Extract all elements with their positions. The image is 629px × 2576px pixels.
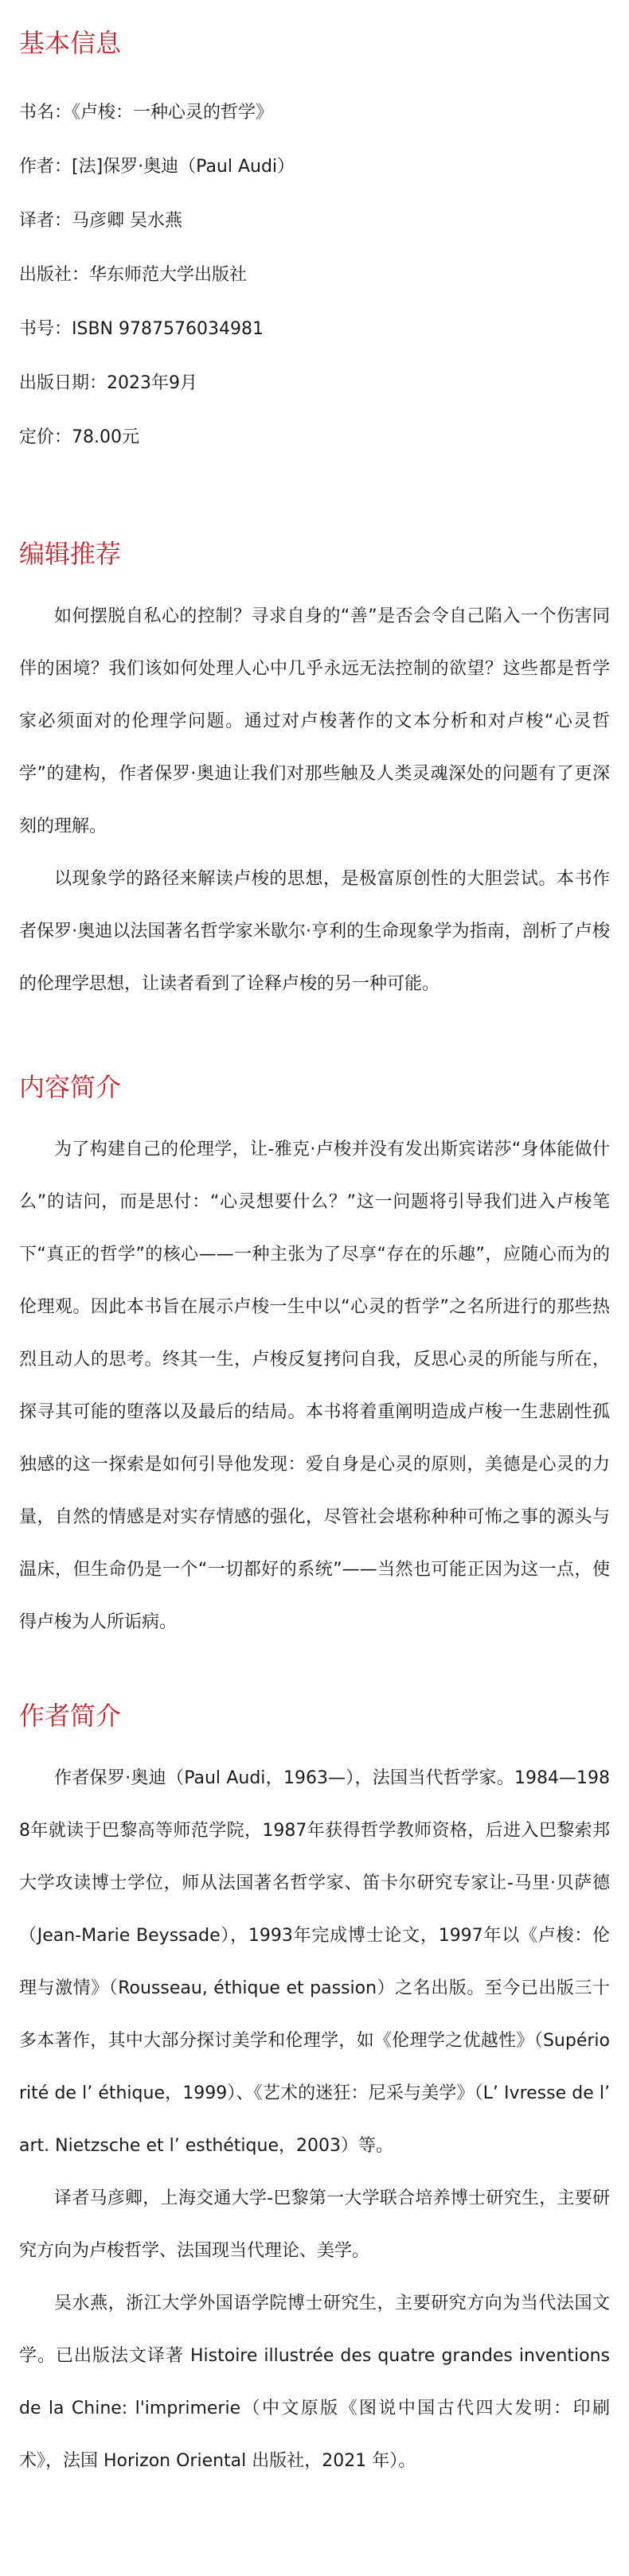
translator-paragraph: 吴水燕，浙江大学外国语学院博士研究生，主要研究方向为当代法国文学。已出版法文译著 Histoire illustrée des quatre grandes inventions de la Chine: l'imprimerie（中文原版《图说中国古代四大发明：印刷术》，法国 Horizon Oriental 出版社，2021 年）。 <box>19 2293 610 2471</box>
editor-paragraph: 以现象学的路径来解读卢梭的思想，是极富原创性的大胆尝试。本书作者保罗·奥迪以法国著名哲学家米歇尔·亨利的生命现象学为指南，剖析了卢梭的伦理学思想，让读者看到了诠释卢梭的另一种可能。 <box>19 869 610 994</box>
author-bio-heading: 作者简介 <box>19 1701 122 1731</box>
author-bio-section <box>19 1697 610 2488</box>
publisher-line: 出版社：华东师范大学出版社 <box>19 265 248 285</box>
publish-date-line: 出版日期：2023年9月 <box>19 373 197 393</box>
editor-paragraph: 如何摆脱自私心的控制？寻求自身的“善”是否会令自己陷入一个伤害同伴的困境？我们该如何处理人心中几乎永远无法控制的欲望？这些都是哲学家必须面对的伦理学问题。通过对卢梭著作的文本分析和对卢梭“心灵哲学”的建构，作者保罗·奥迪让我们对那些触及人类灵魂深处的问题有了更深刻的理解。 <box>19 606 610 836</box>
author-line: 作者：[法]保罗·奥迪（Paul Audi） <box>19 157 295 177</box>
basic-info-list <box>19 86 610 465</box>
translator-line: 译者：马彦卿 吴水燕 <box>19 211 182 231</box>
editor-recommendation-section <box>19 535 610 1011</box>
translator-paragraph: 译者马彦卿，上海交通大学-巴黎第一大学联合培养博士研究生，主要研究方向为卢梭哲学、法国现当代理论、美学。 <box>19 2188 610 2261</box>
content-summary-section <box>19 1068 610 1649</box>
summary-paragraph: 为了构建自己的伦理学，让-雅克·卢梭并没有发出斯宾诺莎“身体能做什么”的诘问，而是思付：“心灵想要什么？”这一问题将引导我们进入卢梭笔下“真正的哲学”的核心——一种主张为了尽享“存在的乐趣”，应随心而为的伦理观。因此本书旨在展示卢梭一生中以“心灵的哲学”之名所进行的那些热烈且动人的思考。终其一生，卢梭反复拷问自我，反思心灵的所能与所在，探寻其可能的堕落以及最后的结局。本书将着重阐明造成卢梭一生悲剧性孤独感的这一探索是如何引导他发现：爱自身是心灵的原则，美德是心灵的力量，自然的情感是对实存情感的强化，尽管社会堪称种种可怖之事的源头与温床，但生命仍是一个“一切都好的系统”——当然也可能正因为这一点，使得卢梭为人所诟病。 <box>19 1140 610 1632</box>
basic-info-heading: 基本信息 <box>19 28 122 58</box>
book-title-line: 书名：《卢梭：一种心灵的哲学》 <box>19 103 274 123</box>
editor-recommendation-heading: 编辑推荐 <box>19 539 122 569</box>
content-summary-heading: 内容简介 <box>19 1072 122 1102</box>
author-paragraph: 作者保罗·奥迪（Paul Audi，1963—），法国当代哲学家。1984—1988年就读于巴黎高等师范学院，1987年获得哲学教师资格，后进入巴黎索邦大学攻读博士学位，师从法国著名哲学家、笛卡尔研究专家让-马里·贝萨德（Jean-Marie Beyssade），1993年完成博士论文，1997年以《卢梭：伦理与激情》（Rousseau, éthique et passion）之名出版。至今已出版三十多本著作，其中大部分探讨美学和伦理学，如《伦理学之优越性》（Supériorité de l’ éthique，1999）、《艺术的迷狂：尼采与美学》（L’ Ivresse de l’ art. Nietzsche et l’ esthétique，2003）等。 <box>19 1768 610 2156</box>
basic-info-section <box>19 0 610 465</box>
isbn-line: 书号：ISBN 9787576034981 <box>19 319 264 339</box>
price-line: 定价：78.00元 <box>19 427 139 447</box>
